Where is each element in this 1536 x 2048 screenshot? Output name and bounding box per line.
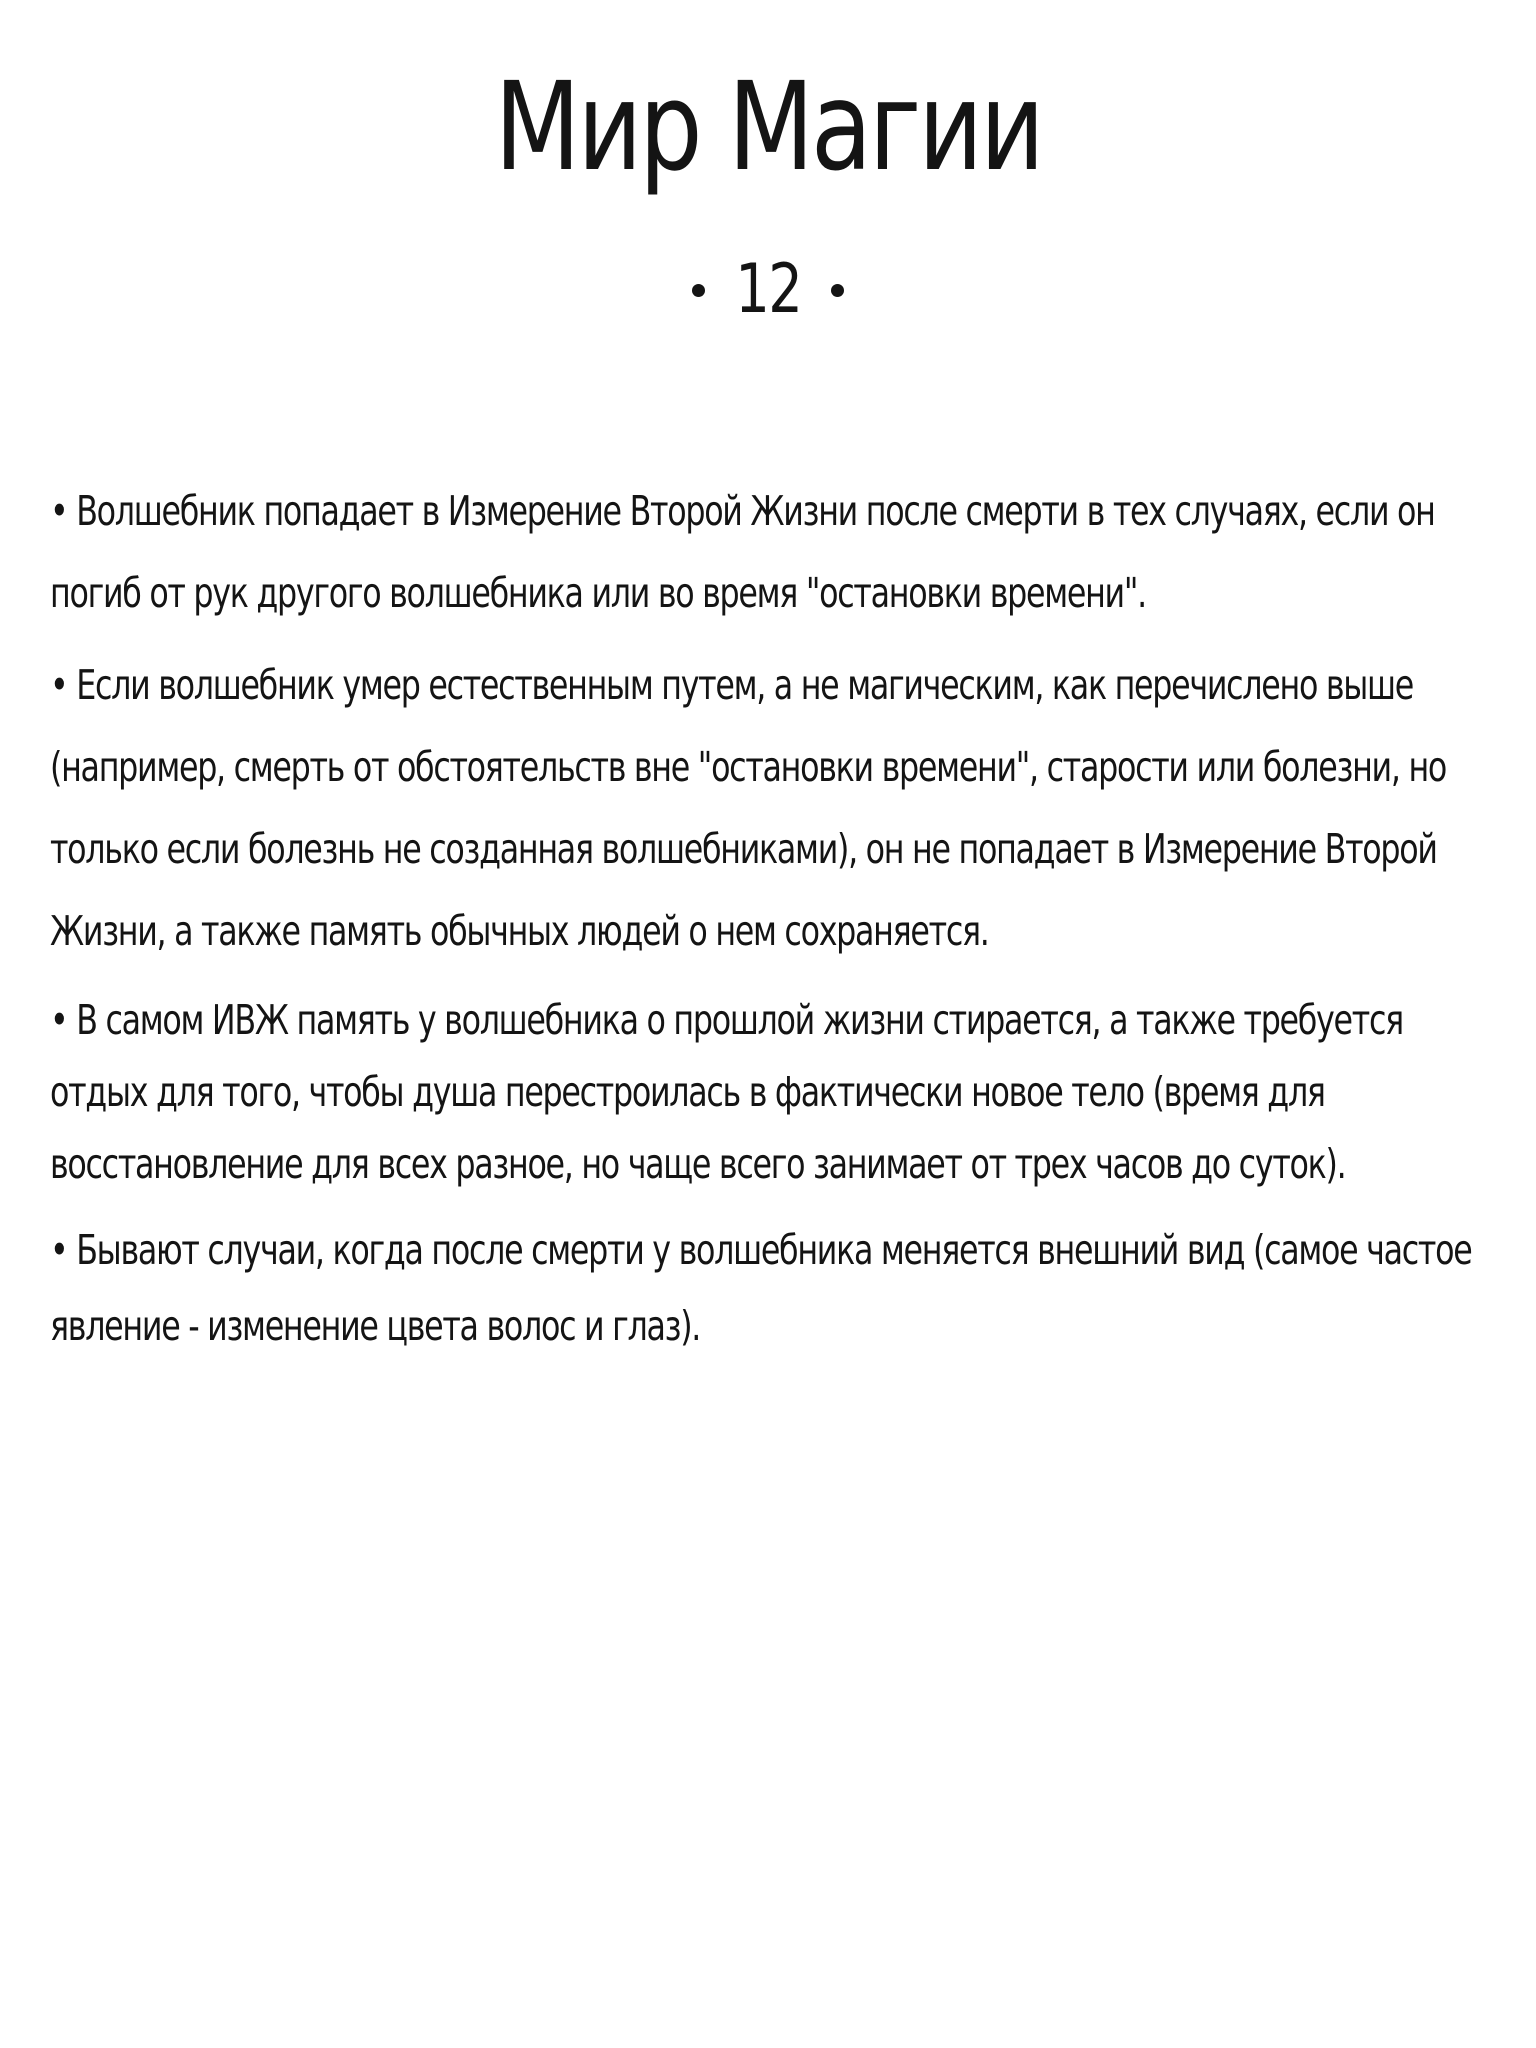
bullet-dot-icon <box>692 284 705 297</box>
content-body <box>50 470 1510 1350</box>
paragraph-4: • Бывают случаи, когда после смерти у волшебника меняется внешний вид (самое частое явление - изменение цвета волос и глаз). <box>50 1226 1472 1350</box>
paragraph-1: • Волшебник попадает в Измерение Второй Жизни после смерти в тех случаях, если он погиб от рук другого волшебника или во время "остановки времени". <box>50 487 1435 617</box>
page-number-marker <box>0 250 1536 330</box>
page-title: Мир Магии <box>494 56 1042 198</box>
bullet-dot-icon <box>831 284 844 297</box>
page-number: 12 <box>734 250 802 329</box>
paragraph-3: • В самом ИВЖ память у волшебника о прошлой жизни стирается, а также требуется отдых для того, чтобы душа перестроилась в фактически новое тело (время для восстановление для всех разное, но чаще всего занимает от трех часов до суток). <box>50 996 1403 1188</box>
paragraph-2: • Если волшебник умер естественным путем, а не магическим, как перечислено выше (например, смерть от обстоятельств вне "остановки времени", старости или болезни, но только если болезнь не созданная волшебниками), он не попадает в Измерение Второй Жизни, а также память обычных людей о нем сохраняется. <box>50 661 1447 955</box>
